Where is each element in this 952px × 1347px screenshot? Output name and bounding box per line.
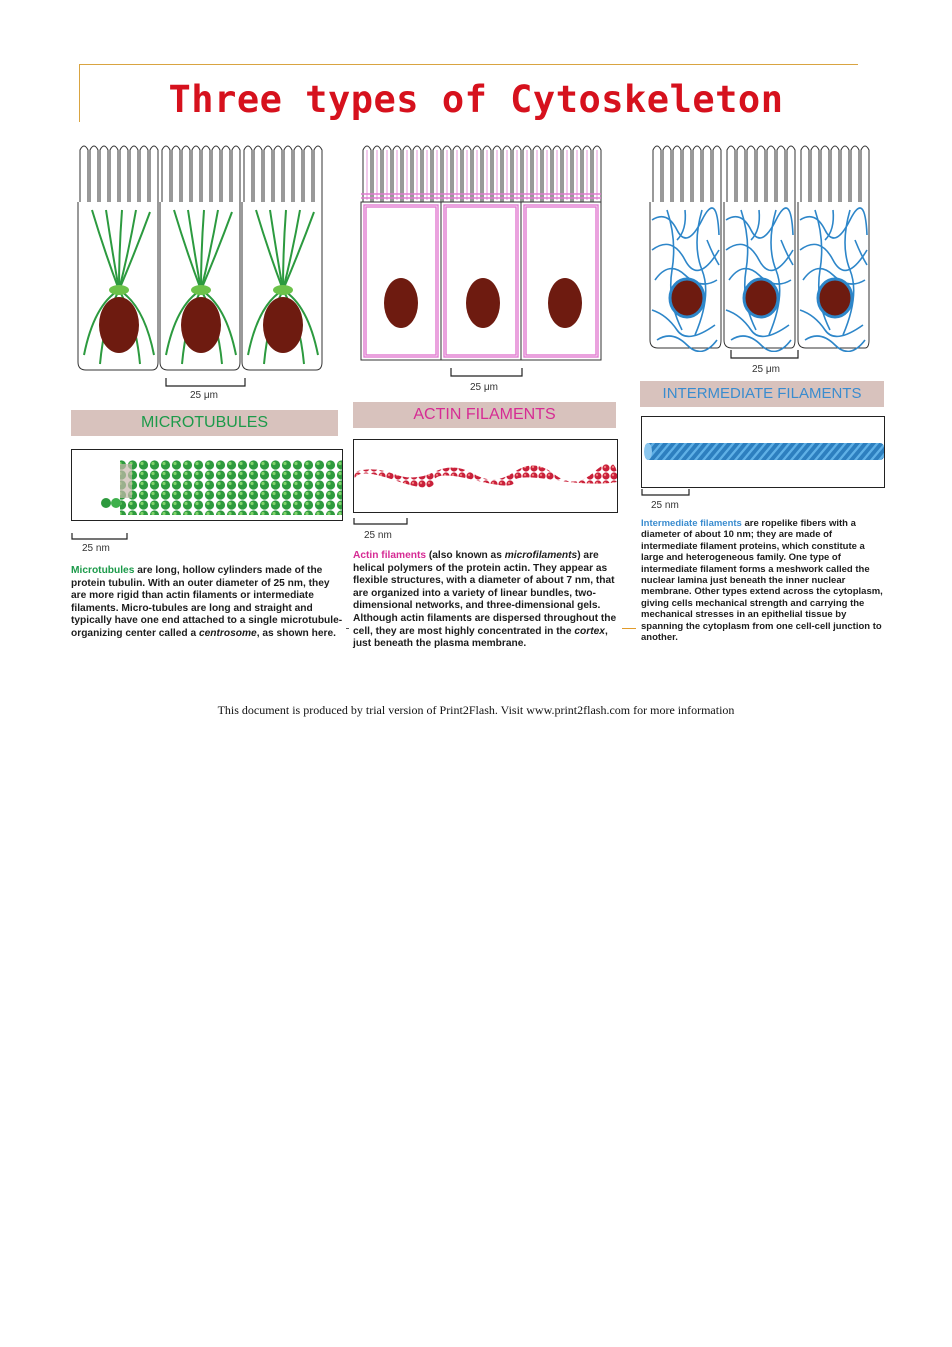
microtubules-cell-diagram [74,140,334,382]
microtubules-cell-scale-label: 25 μm [190,390,218,401]
intermediate-filament-scale-bar [641,489,691,497]
microtubules-filament-scale-bar [71,533,129,541]
intermediate-description [641,518,885,643]
actin-filament-scale-label: 25 nm [364,530,392,541]
microtubule-illustration [72,450,342,520]
microtubules-term: Microtubules [71,565,135,576]
actin-filament-scale-bar [353,518,409,526]
orange-marker [622,628,636,629]
footer-notice: This document is produced by trial version of Print2Flash. Visit www.print2flash.com for more information [217,703,735,717]
actin-desc-emphasis-1: microfilaments [504,550,578,561]
actin-cell-scale-label: 25 μm [470,382,498,393]
actin-label: ACTIN FILAMENTS [353,402,616,428]
microtubules-cell-scale-bar [165,378,247,388]
divider-dot [346,628,349,629]
actin-cell-scale-bar [450,368,524,378]
actin-cell-diagram [357,140,609,368]
microtubules-filament-scale-label: 25 nm [82,543,110,554]
microtubules-label: MICROTUBULES [71,410,338,436]
intermediate-term: Intermediate filaments [641,518,742,529]
microtubules-desc-text-1: are long, hollow cylinders made of the protein tubulin. With an outer diameter of 25 nm, they are more rigid than actin filaments or intermediate filaments. Micro-tubules are long and straight and typically have one end attached to a single microtubule-organizing center called a [71,565,343,639]
intermediate-label: INTERMEDIATE FILAMENTS [640,381,884,407]
actin-desc-text-2: ) are helical polymers of the protein actin. They appear as flexible structures, with a diameter of about 7 nm, that are organized into a variety of linear bundles, two-dimensional networks, and three-dimensional gels. Although actin filaments are dispersed throughout the cell, they are most highly concentrated in the [353,550,617,637]
page-title: Three types of Cytoskeleton [168,78,784,121]
intermediate-cell-scale-bar [730,350,800,360]
actin-desc-emphasis-2: cortex [574,625,605,637]
actin-desc-text-1: (also known as [426,550,505,561]
actin-term: Actin filaments [353,550,427,561]
actin-description [353,550,619,651]
actin-filament-illustration [354,440,617,512]
header-rule [79,64,858,65]
microtubules-filament-box [71,449,343,521]
microtubules-desc-text-2: , as shown here. [256,627,336,639]
microtubules-description [71,565,343,641]
actin-desc-text-3: , just beneath the plasma membrane. [353,625,608,650]
intermediate-filament-scale-label: 25 nm [651,500,679,511]
intermediate-filament-box [641,416,885,488]
intermediate-cell-scale-label: 25 μm [752,364,780,375]
intermediate-cell-diagram [647,140,881,352]
intermediate-desc-text-1: are ropelike fibers with a diameter of about 10 nm; they are made of intermediate filament proteins, which constitute a large and heterogeneous family. One type of intermediate filament forms a meshwork called the nuclear lamina just beneath the inner nuclear membrane. Other types extend across the cytoplasm, giving cells mechanical strength and carrying the mechanical stresses in an epithelial tissue by spanning the cytoplasm from one cell-cell junction to another. [641,518,883,644]
actin-filament-box [353,439,618,513]
microtubules-desc-emphasis: centrosome [198,627,257,639]
intermediate-filament-illustration [642,417,884,487]
